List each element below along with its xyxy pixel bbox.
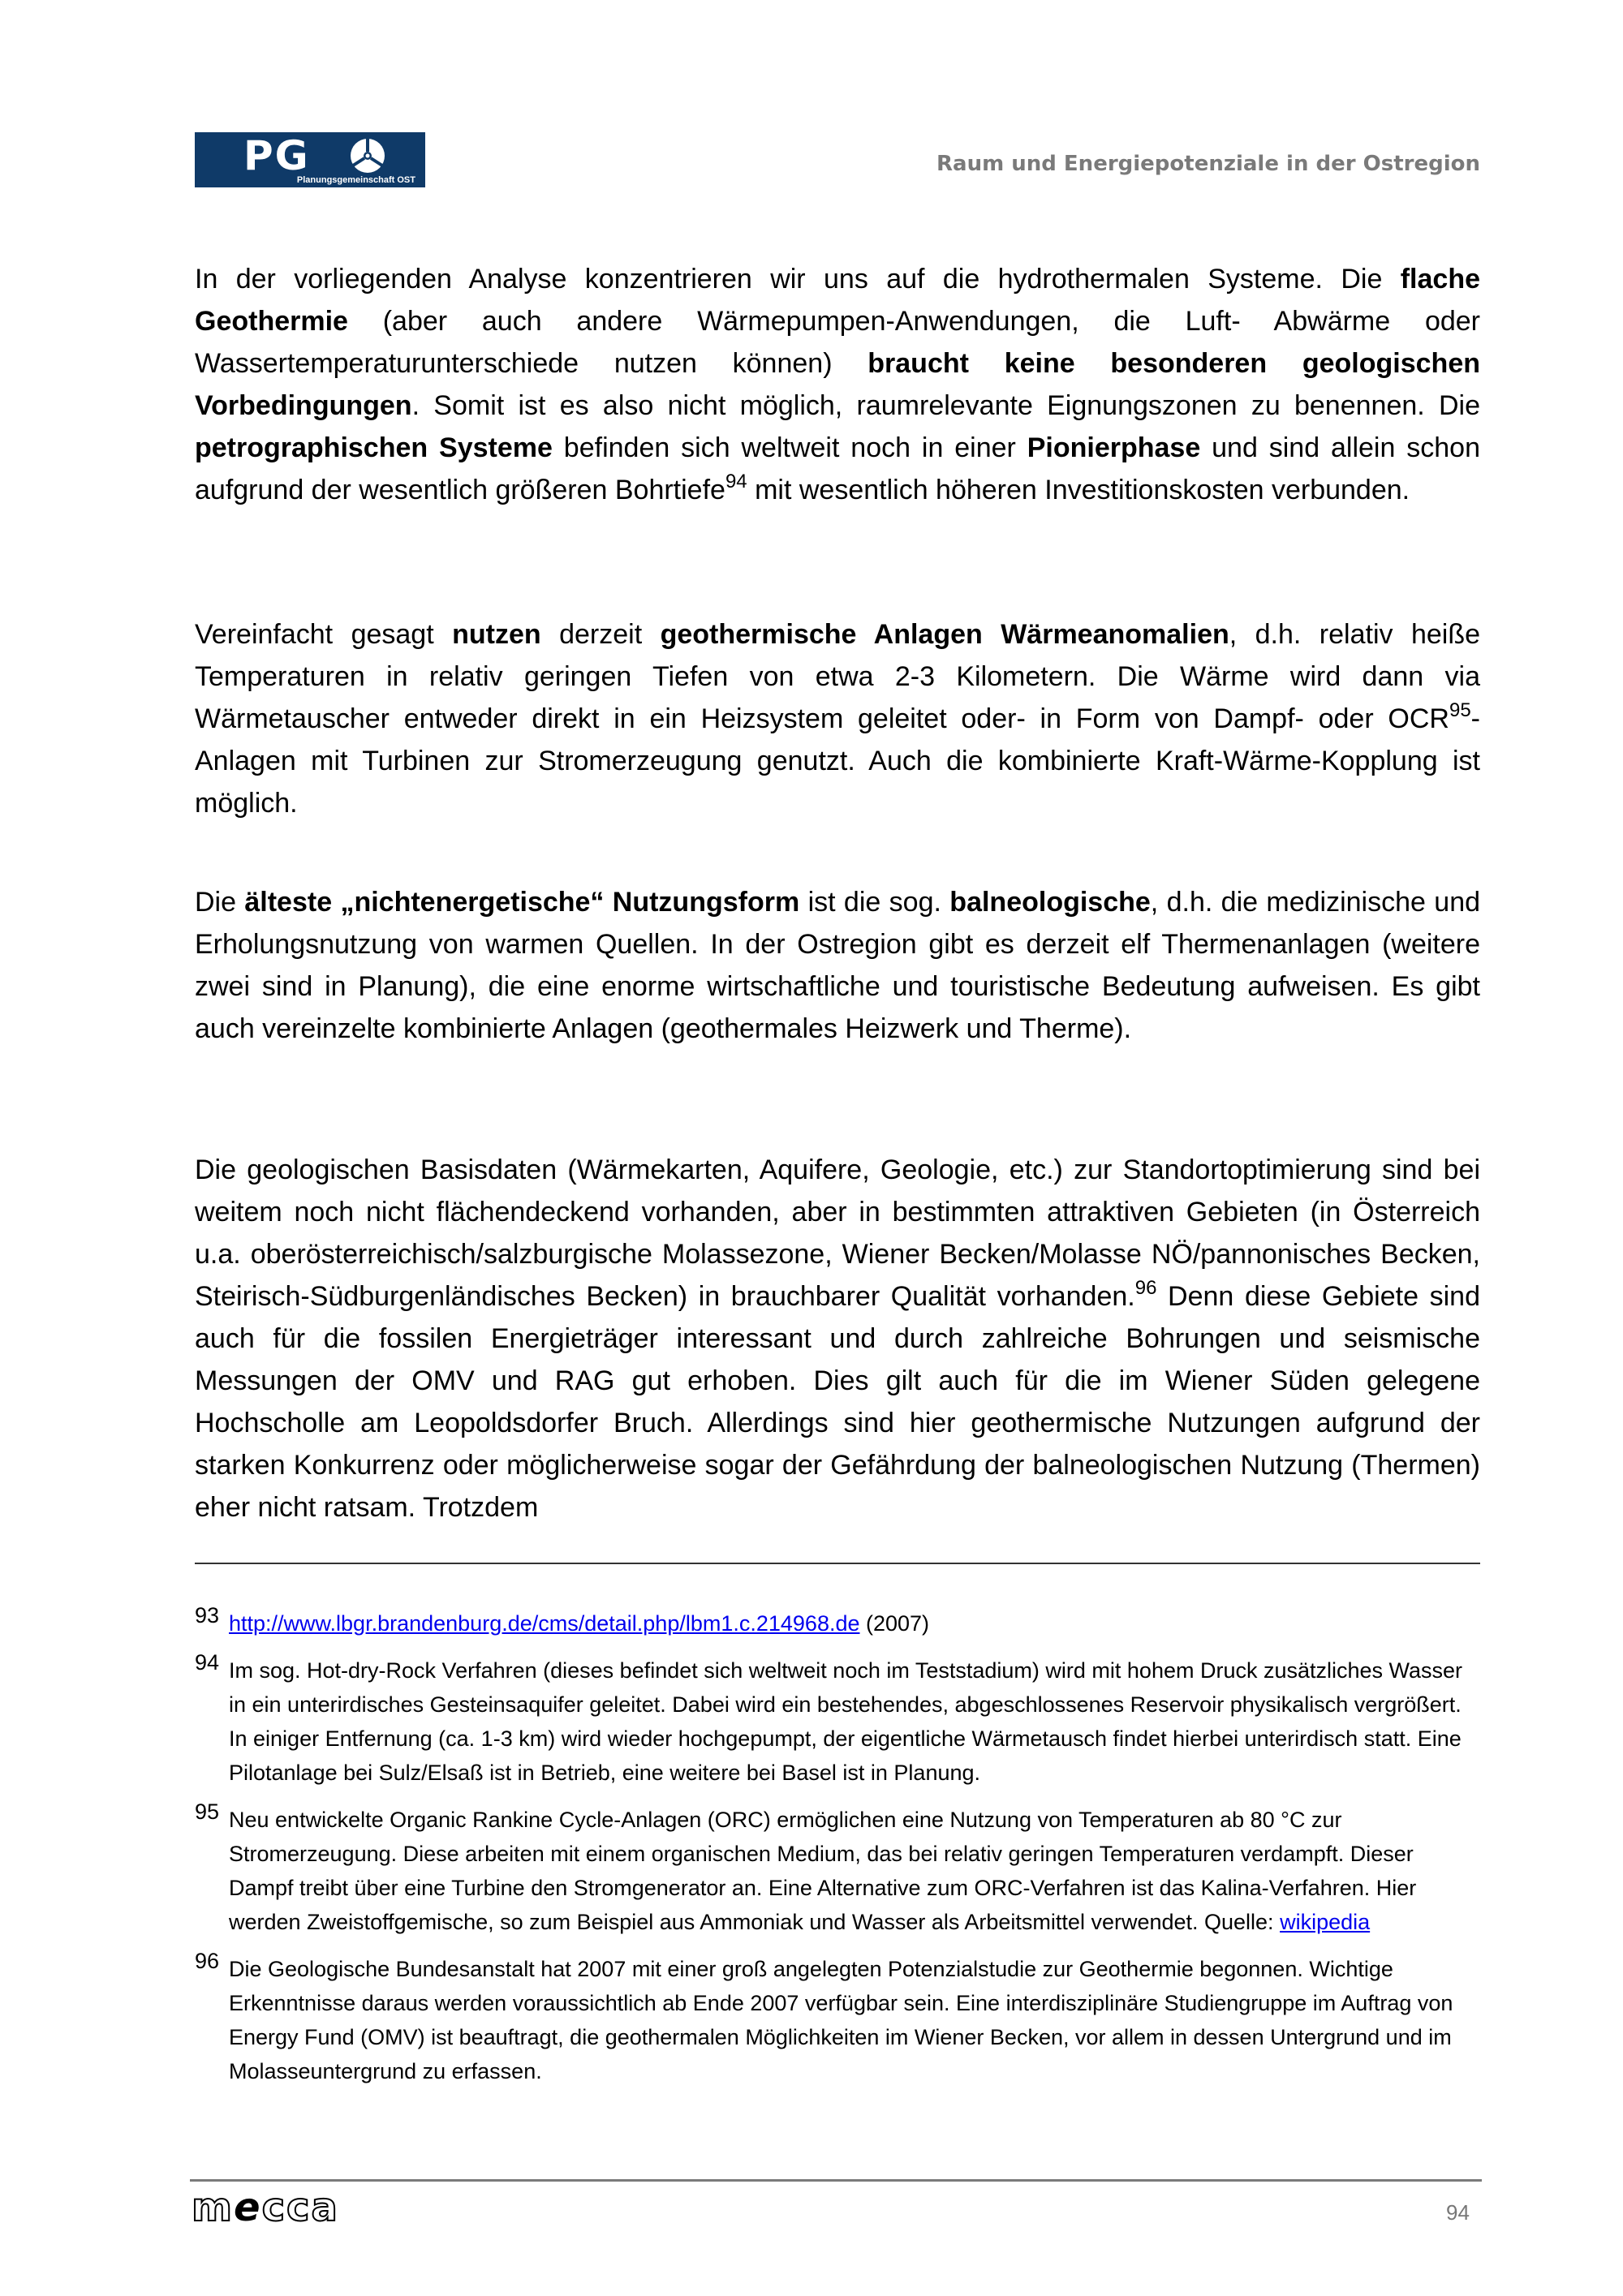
- text: - Anlagen mit Turbinen zur Stromerzeugung genutzt. Auch die kombinierte Kraft-Wärme-Kopplung ist möglich.: [195, 703, 1480, 819]
- paragraph-4: [195, 1149, 1480, 1529]
- pg-logo: [195, 132, 425, 187]
- text: befinden sich weltweit noch in einer: [552, 432, 1027, 463]
- emphasis: balneologische: [949, 887, 1151, 918]
- footer-separator: [190, 2179, 1482, 2182]
- footnote-96: [195, 1944, 1480, 2088]
- footnote-text: Die Geologische Bundesanstalt hat 2007 mit einer groß angelegten Potenzialstudie zur Geothermie begonnen. Wichtige Erkenntnisse daraus werden voraussichtlich ab Ende 2007 verfügbar sein. Eine interdisziplinäre Studiengruppe im Auftrag von Energy Fund (OMV) ist beauftragt, die geothermalen Möglichkeiten im Wiener Becken, vor allem in dessen Untergrund und im Molasseuntergrund zu erfassen.: [229, 1957, 1453, 2083]
- page-number: 94: [1446, 2200, 1470, 2225]
- page-header: [195, 132, 1480, 187]
- footnote-number: 96: [195, 1949, 220, 1973]
- paragraph-1: [195, 258, 1480, 511]
- mecca-logo: [192, 2185, 339, 2230]
- footnote-93: [195, 1598, 1480, 1640]
- footnote-94: [195, 1645, 1480, 1790]
- logo-letters: PG: [243, 132, 310, 179]
- footnote-number: 95: [195, 1799, 220, 1824]
- emphasis: älteste „nichtenergetische“ Nutzungsform: [244, 887, 800, 918]
- logo-letters-cca: cca: [261, 2185, 339, 2230]
- text: In der vorliegenden Analyse konzentrieren wir uns auf die hydrothermalen Systeme. Die: [195, 264, 1401, 295]
- footnote-ref[interactable]: 95: [1449, 699, 1471, 721]
- text: Die geologischen Basisdaten (Wärmekarten, Aquifere, Geologie, etc.) zur Standortoptimierung sind bei weitem noch nicht flächendeckend vorhanden, aber in bestimmten attraktiven Gebieten (in Österreich u.a. oberösterreichisch/salzburgische Molassezone, Wiener Becken/Molasse NÖ/pannonisches Becken, Steirisch-Südburgenländisches Becken) in brauchbarer Qualität vorhanden.: [195, 1154, 1480, 1312]
- footnote-link-lbgr[interactable]: http://www.lbgr.brandenburg.de/cms/detail.php/lbm1.c.214968.de: [229, 1611, 860, 1636]
- footnotes: [195, 1598, 1480, 2093]
- emphasis: nutzen: [452, 619, 541, 650]
- logo-letter-m: m: [192, 2185, 235, 2230]
- footnote-text: Neu entwickelte Organic Rankine Cycle-Anlagen (ORC) ermöglichen eine Nutzung von Temperaturen ab 80 °C zur Stromerzeugung. Diese arbeiten mit einem organischen Medium, das bei relativ geringen Temperaturen verdampft. Dieser Dampf treibt über eine Turbine den Stromgenerator an. Eine Alternative zum ORC-Verfahren ist das Kalina-Verfahren. Hier werden Zweistoffgemische, so zum Beispiel aus Ammoniak und Wasser als Arbeitsmittel verwendet. Quelle:: [229, 1808, 1417, 1934]
- wheel-icon: [349, 137, 386, 174]
- footnote-number: 93: [195, 1603, 220, 1627]
- text: ist die sog.: [799, 887, 950, 918]
- text: und sind allein schon aufgrund der wesentlich größeren Bohrtiefe: [195, 432, 1480, 505]
- document-title: Raum und Energiepotenziale in der Ostregion: [936, 152, 1480, 176]
- text: derzeit: [540, 619, 661, 650]
- text: mit wesentlich höheren Investitionskosten verbunden.: [747, 475, 1410, 505]
- paragraph-2: [195, 613, 1480, 824]
- emphasis: petrographischen Systeme: [195, 432, 553, 463]
- footnote-link-wikipedia[interactable]: wikipedia: [1280, 1910, 1371, 1934]
- logo-letter-e: e: [234, 2185, 262, 2230]
- footnote-text: (2007): [859, 1611, 930, 1636]
- emphasis: flache Geothermie: [195, 264, 1480, 337]
- footnote-text: Im sog. Hot-dry-Rock Verfahren (dieses befindet sich weltweit noch im Teststadium) wird mit hohem Druck zusätzliches Wasser in ein unterirdisches Gesteinsaquifer geleitet. Dabei wird ein bestehendes, abgeschlossenes Reservoir physikalisch vergrößert. In einiger Entfernung (ca. 1-3 km) wird wieder hochgepumpt, der eigentliche Wärmetausch findet hierbei unterirdisch statt. Eine Pilotanlage bei Sulz/Elsaß ist in Betrieb, eine weitere bei Basel ist in Planung.: [229, 1658, 1463, 1785]
- text: . Somit ist es also nicht möglich, raumrelevante Eignungszonen zu benennen. Die: [411, 390, 1480, 421]
- emphasis: Pionierphase: [1027, 432, 1201, 463]
- paragraph-3: [195, 881, 1480, 1050]
- emphasis: geothermische Anlagen Wärmeanomalien: [660, 619, 1229, 650]
- footnote-95: [195, 1795, 1480, 1939]
- footnote-separator: [195, 1563, 1480, 1564]
- footnote-ref[interactable]: 94: [725, 471, 747, 492]
- emphasis: braucht keine besonderen geologischen Vorbedingungen: [195, 348, 1480, 421]
- text: , d.h. relativ heiße Temperaturen in relativ geringen Tiefen von etwa 2-3 Kilometern. Die Wärme wird dann via Wärmetauscher entweder direkt in ein Heizsystem geleitet oder- in Form von Dampf- oder OCR: [195, 619, 1480, 734]
- text: , d.h. die medizinische und Erholungsnutzung von warmen Quellen. In der Ostregion gibt es derzeit elf Thermenanlagen (weitere zwei sind in Planung), die eine enorme wirtschaftliche und touristische Bedeutung aufweisen. Es gibt auch vereinzelte kombinierte Anlagen (geothermales Heizwerk und Therme).: [195, 887, 1481, 1044]
- footnote-number: 94: [195, 1650, 220, 1675]
- footnote-ref[interactable]: 96: [1134, 1277, 1157, 1299]
- text: Vereinfacht gesagt: [195, 619, 453, 650]
- logo-subtitle: Planungsgemeinschaft OST: [296, 175, 415, 185]
- text: Denn diese Gebiete sind auch für die fossilen Energieträger interessant und durch zahlreiche Bohrungen und seismische Messungen der OMV und RAG gut erhoben. Dies gilt auch für die im Wiener Süden gelegene Hochscholle am Leopoldsdorfer Bruch. Allerdings sind hier geothermische Nutzungen aufgrund der starken Konkurrenz oder möglicherweise sogar der Gefährdung der balneologischen Nutzung (Thermen) eher nicht ratsam. Trotzdem: [195, 1281, 1480, 1523]
- text: Die: [195, 887, 245, 918]
- text: (aber auch andere Wärmepumpen-Anwendungen, die Luft- Abwärme oder Wassertemperaturunterschiede nutzen können): [195, 306, 1480, 379]
